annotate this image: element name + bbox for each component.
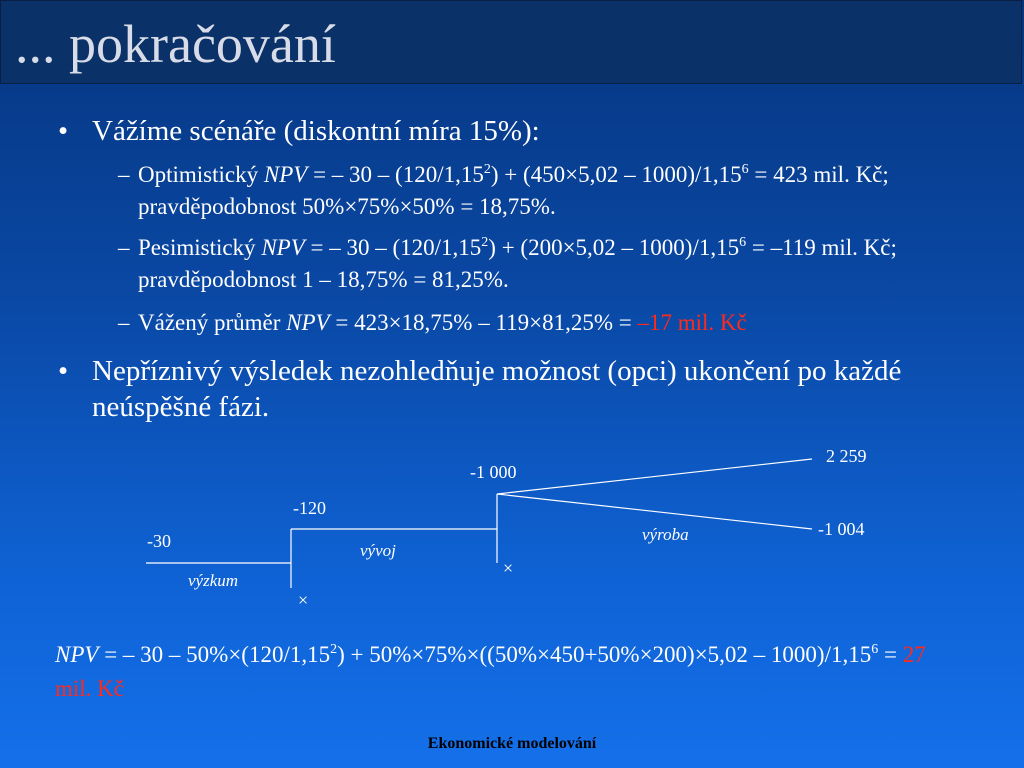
bullet-text: Vážíme scénáře (diskontní míra 15%):	[92, 115, 540, 147]
sub-bullet-marker: –	[118, 235, 130, 260]
weighted-npv-result: –17 mil. Kč	[637, 310, 747, 335]
bullet-marker: •	[58, 355, 69, 387]
npv-term: NPV	[55, 642, 99, 667]
exponent: 6	[741, 162, 749, 177]
production-cost: -1 000	[470, 462, 517, 482]
text-part: Optimistický	[138, 162, 264, 187]
production-low-branch	[497, 494, 812, 529]
stop-marker-development: ×	[503, 558, 514, 578]
text-part: Pesimistický	[138, 235, 262, 260]
text-part: = – 30 – (120/1,15	[304, 235, 482, 260]
sub-bullet-marker: –	[118, 310, 130, 335]
combined-npv-result: 27 mil. Kč	[55, 642, 926, 701]
research-label: výzkum	[188, 571, 239, 590]
stop-marker-research: ×	[298, 590, 309, 610]
exponent: 6	[871, 642, 879, 657]
text-part: = –119 mil. Kč; pravděpodobnost 1 – 18,75% = 81,25%.	[138, 235, 897, 292]
text-part: = 423 mil. Kč; pravděpodobnost 50%×75%×50% = 18,75%.	[138, 162, 889, 219]
text-part: ) + (200×5,02 – 1000)/1,15	[488, 235, 740, 260]
low-outcome-value: -1 004	[818, 519, 865, 539]
text-part: ) + (450×5,02 – 1000)/1,15	[490, 162, 742, 187]
high-outcome-value: 2 259	[826, 446, 867, 466]
combined-npv-formula	[55, 638, 955, 706]
npv-term: NPV	[263, 162, 308, 187]
npv-term: NPV	[286, 310, 330, 335]
development-cost: -120	[293, 498, 326, 518]
slide-footer: Ekonomické modelování	[427, 735, 597, 752]
exponent: 2	[481, 235, 489, 250]
bullet-text: Nepříznivý výsledek nezohledňuje možnost (opci) ukončení po každé neúspěšné fázi.	[92, 355, 902, 423]
sub-bullet-marker: –	[118, 162, 130, 187]
research-cost: -30	[147, 531, 171, 551]
slide-title: ... pokračování	[15, 14, 336, 74]
text-part: = – 30 – 50%×(120/1,15	[98, 642, 331, 667]
production-high-branch	[497, 459, 812, 494]
exponent: 2	[330, 642, 338, 657]
exponent: 6	[739, 235, 747, 250]
exponent: 2	[483, 162, 491, 177]
npv-term: NPV	[261, 235, 305, 260]
development-label: vývoj	[360, 541, 396, 560]
bullet-marker: •	[58, 115, 69, 147]
text-part: = 423×18,75% – 119×81,25% =	[329, 310, 638, 335]
text-part: = – 30 – (120/1,15	[307, 162, 484, 187]
production-label: výroba	[642, 525, 689, 544]
text-part: ) + 50%×75%×((50%×450+50%×200)×5,02 – 1000)/1,15	[337, 642, 872, 667]
text-part: Vážený průměr	[138, 310, 287, 335]
text-part: =	[878, 642, 903, 667]
